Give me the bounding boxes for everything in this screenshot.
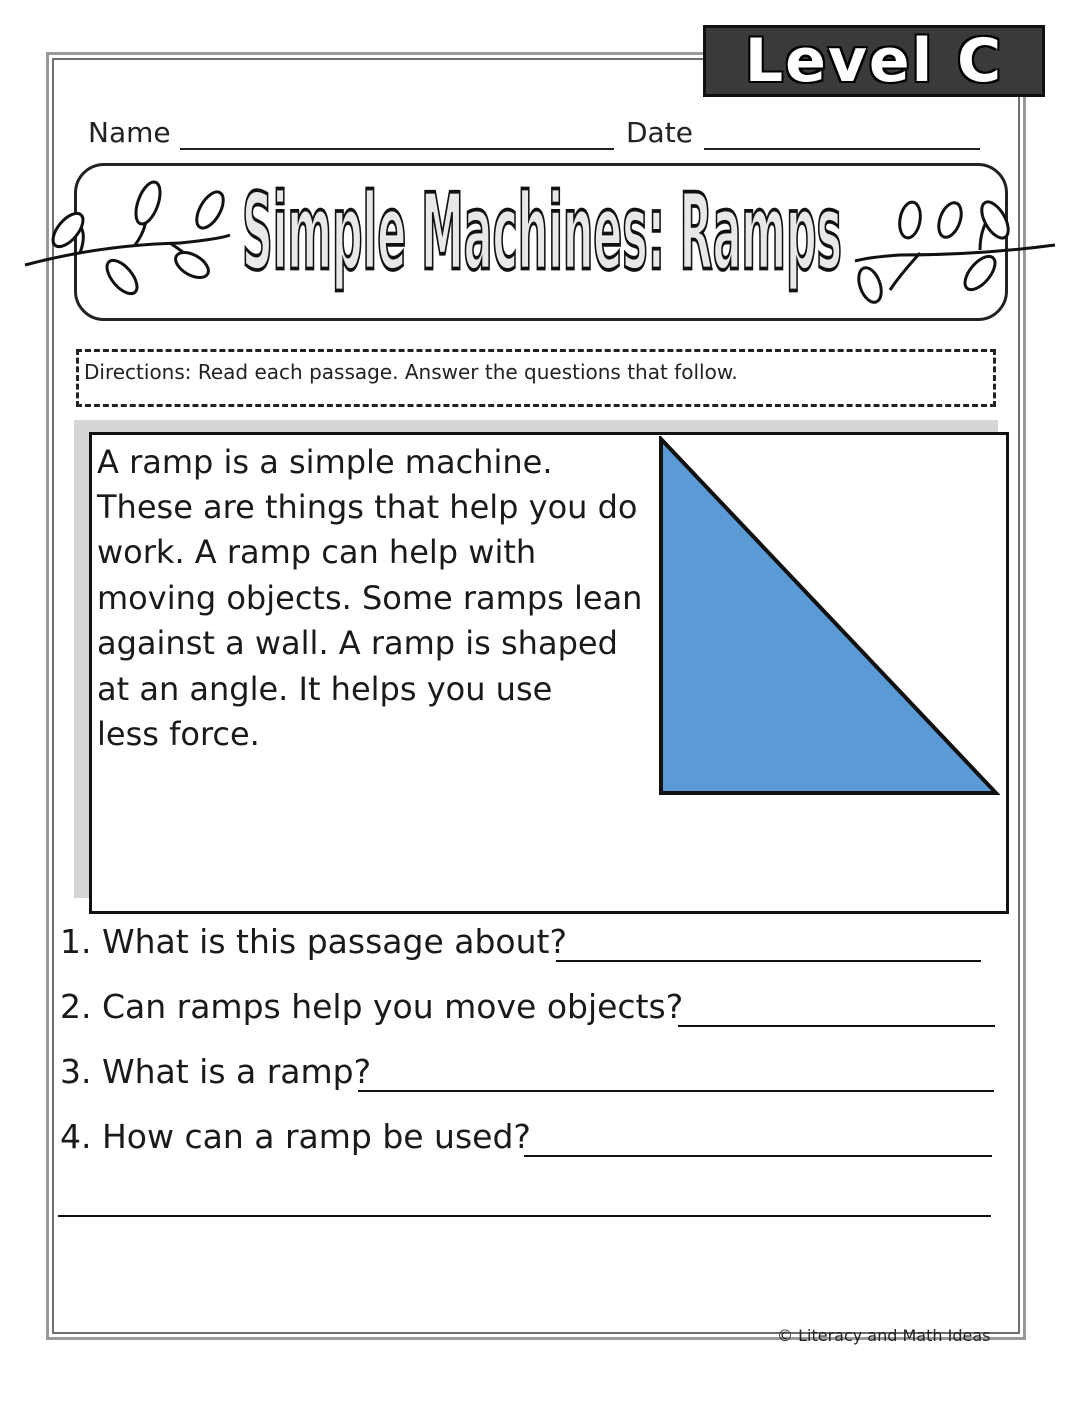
level-badge <box>703 25 1045 97</box>
right-branch-icon <box>854 198 1055 306</box>
date-label: Date <box>626 116 693 149</box>
answer-line-extra[interactable] <box>58 1215 991 1217</box>
question-1: 1. What is this passage about? <box>60 922 567 961</box>
answer-line-2[interactable] <box>678 1025 995 1027</box>
passage-line: at an angle. It helps you use <box>97 670 553 708</box>
title-text: Simple Machines: Ramps <box>241 172 842 295</box>
passage-line: moving objects. Some ramps lean <box>97 579 643 617</box>
passage-line: less force. <box>97 715 260 753</box>
left-branch-icon <box>25 179 230 299</box>
answer-line-4[interactable] <box>524 1155 992 1157</box>
passage-line: work. A ramp can help with <box>97 533 537 571</box>
copyright-text: © Literacy and Math Ideas <box>777 1326 991 1345</box>
question-4: 4. How can a ramp be used? <box>60 1117 531 1156</box>
passage-line: These are things that help you do <box>97 488 638 526</box>
question-3: 3. What is a ramp? <box>60 1052 372 1091</box>
date-field[interactable] <box>704 148 980 150</box>
passage-line: A ramp is a simple machine. <box>97 443 553 481</box>
name-field[interactable] <box>180 148 614 150</box>
answer-line-3[interactable] <box>358 1090 994 1092</box>
ramp-illustration <box>658 436 1000 798</box>
passage-line: against a wall. A ramp is shaped <box>97 624 618 662</box>
name-label: Name <box>88 116 171 149</box>
directions-text: Directions: Read each passage. Answer the questions that follow. <box>84 360 738 384</box>
title-graphic <box>20 165 1060 325</box>
ramp-triangle <box>661 439 996 793</box>
question-2: 2. Can ramps help you move objects? <box>60 987 684 1026</box>
level-badge-text: Level C <box>744 26 1004 96</box>
answer-line-1[interactable] <box>556 960 981 962</box>
